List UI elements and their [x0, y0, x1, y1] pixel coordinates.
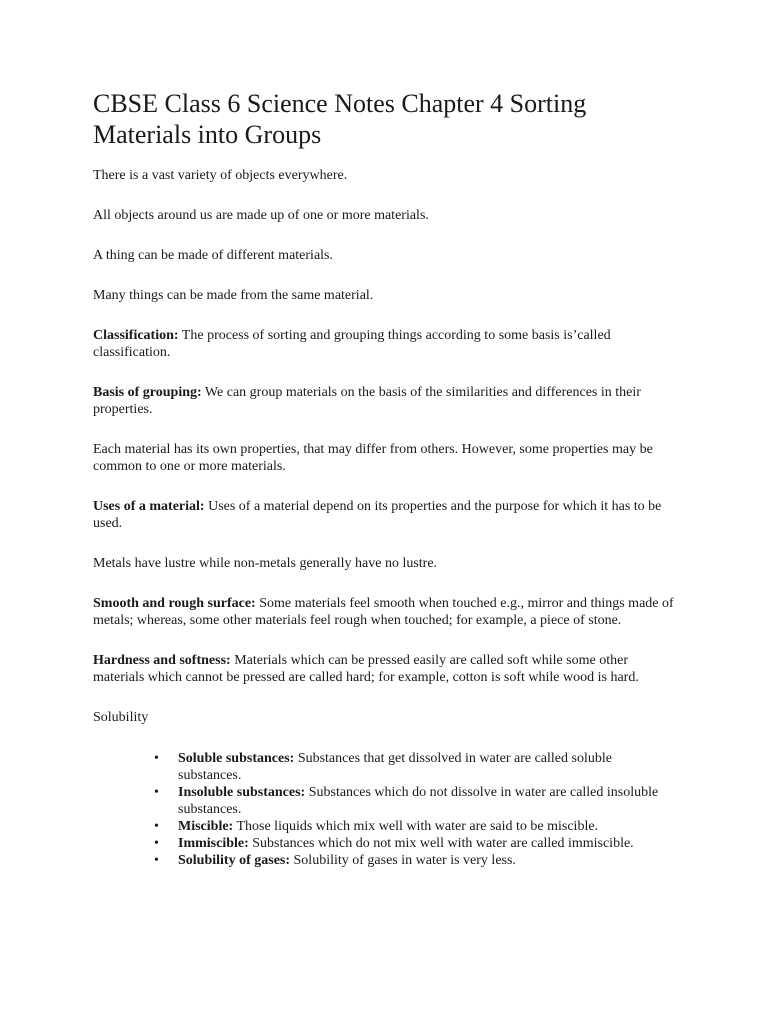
- list-item: [178, 750, 678, 784]
- list-item-text: Those liquids which mix well with water are said to be miscible.: [233, 819, 599, 834]
- paragraph-7-text: Each material has its own properties, that may differ from others. However, some properties may be common to one or more materials.: [93, 442, 653, 474]
- list-item: [178, 818, 678, 835]
- solubility-list: [93, 750, 678, 869]
- list-item: [178, 784, 678, 818]
- paragraph-solubility-text: Solubility: [93, 710, 149, 725]
- paragraph-2: [93, 207, 678, 224]
- paragraph-hardness-softness: [93, 652, 678, 686]
- paragraph-9: [93, 555, 678, 572]
- paragraph-4-text: Many things can be made from the same material.: [93, 288, 374, 303]
- paragraph-2-text: All objects around us are made up of one or more materials.: [93, 208, 429, 223]
- paragraph-classification: [93, 327, 678, 361]
- paragraph-basis-of-grouping-text: We can group materials on the basis of the similarities and differences in their properties.: [93, 385, 641, 417]
- term-hardness-softness: Hardness and softness:: [93, 653, 231, 668]
- term-soluble: Soluble substances:: [178, 751, 295, 766]
- list-item-text: Solubility of gases in water is very less.: [290, 853, 516, 868]
- paragraph-7: [93, 441, 678, 475]
- paragraph-4: [93, 287, 678, 304]
- paragraph-1: [93, 167, 678, 184]
- paragraph-solubility: [93, 709, 678, 726]
- list-item: [178, 835, 678, 852]
- paragraph-basis-of-grouping: [93, 384, 678, 418]
- term-miscible: Miscible:: [178, 819, 234, 834]
- document-page: [93, 88, 678, 869]
- paragraph-smooth-rough-text: Some materials feel smooth when touched e.g., mirror and things made of metals; whereas, some other materials feel rough when touched; for example, a piece of stone.: [93, 596, 674, 628]
- term-classification: Classification:: [93, 328, 179, 343]
- term-immiscible: Immiscible:: [178, 836, 249, 851]
- paragraph-9-text: Metals have lustre while non-metals generally have no lustre.: [93, 556, 438, 571]
- term-basis-of-grouping: Basis of grouping:: [93, 385, 202, 400]
- paragraph-uses-of-material: [93, 498, 678, 532]
- paragraph-3: [93, 247, 678, 264]
- list-item-text: Substances which do not dissolve in water are called insoluble substances.: [178, 785, 659, 817]
- paragraph-classification-text: The process of sorting and grouping things according to some basis is’called classification.: [93, 328, 611, 360]
- paragraph-3-text: A thing can be made of different materials.: [93, 248, 333, 263]
- term-solubility-of-gases: Solubility of gases:: [178, 853, 291, 868]
- term-insoluble: Insoluble substances:: [178, 785, 306, 800]
- list-item: [178, 852, 678, 869]
- list-item-text: Substances which do not mix well with water are called immiscible.: [248, 836, 634, 851]
- paragraph-hardness-softness-text: Materials which can be pressed easily are called soft while some other materials which cannot be pressed are called hard; for example, cotton is soft while wood is hard.: [93, 653, 639, 685]
- list-item-text: Substances that get dissolved in water are called soluble substances.: [178, 751, 612, 783]
- paragraph-1-text: There is a vast variety of objects everywhere.: [93, 168, 348, 183]
- term-smooth-rough: Smooth and rough surface:: [93, 596, 256, 611]
- term-uses-of-material: Uses of a material:: [93, 499, 205, 514]
- paragraph-uses-of-material-text: Uses of a material depend on its properties and the purpose for which it has to be used.: [93, 499, 662, 531]
- page-title: CBSE Class 6 Science Notes Chapter 4 Sorting Materials into Groups: [93, 89, 587, 149]
- paragraph-smooth-rough: [93, 595, 678, 629]
